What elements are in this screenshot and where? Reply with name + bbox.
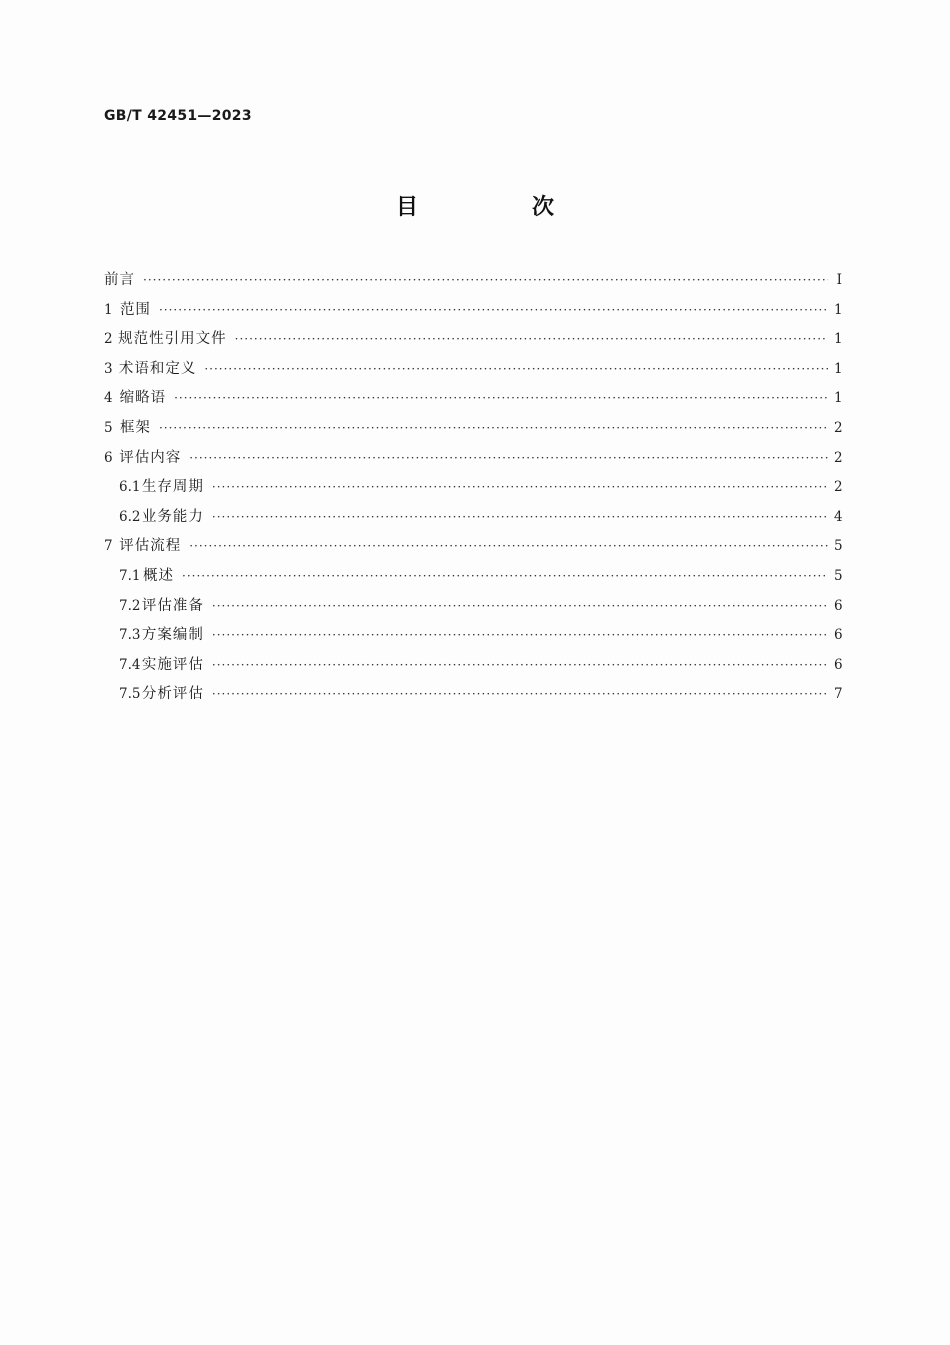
toc-entry-number: 5 xyxy=(104,419,113,436)
toc-entry-page-number: 1 xyxy=(834,390,843,407)
toc-entry-number: 7.2 xyxy=(119,597,141,614)
toc-entry[interactable] xyxy=(104,384,842,414)
toc-entry[interactable] xyxy=(104,651,842,681)
toc-dot-leader xyxy=(212,621,828,651)
toc-dot-leader xyxy=(212,503,828,533)
toc-entry-label: 缩略语 xyxy=(119,390,167,407)
toc-entry[interactable] xyxy=(104,532,842,562)
toc-dot-leader xyxy=(143,266,828,296)
toc-entry-page-number: 2 xyxy=(834,479,843,496)
toc-dot-leader xyxy=(212,651,828,681)
toc-entry[interactable] xyxy=(104,562,842,592)
toc-entry-page-number: 1 xyxy=(834,360,843,377)
toc-entry[interactable] xyxy=(104,296,842,326)
toc-entry[interactable] xyxy=(104,414,842,444)
toc-entry-number: 7.1 xyxy=(119,567,141,584)
toc-dot-leader xyxy=(204,355,828,385)
toc-entry-page-number: 6 xyxy=(834,627,843,644)
toc-dot-leader xyxy=(182,562,828,592)
toc-entry-label: 概述 xyxy=(143,567,174,584)
toc-entry-label: 实施评估 xyxy=(141,656,204,673)
toc-entry[interactable] xyxy=(104,503,842,533)
toc-entry-number: 3 xyxy=(104,360,113,377)
toc-dot-leader xyxy=(212,592,828,622)
toc-entry[interactable] xyxy=(104,355,842,385)
toc-dot-leader xyxy=(235,325,828,355)
toc-entry-label: 框架 xyxy=(119,419,151,436)
toc-entry-page-number: 1 xyxy=(834,331,843,348)
toc-entry-number: 7 xyxy=(104,538,113,555)
toc-entry-label: 分析评估 xyxy=(141,686,204,703)
toc-entry-label: 规范性引用文件 xyxy=(118,331,227,348)
toc-entry-number: 7.3 xyxy=(119,627,141,644)
toc-entry-number: 7.5 xyxy=(119,686,141,703)
toc-entry[interactable] xyxy=(104,325,842,355)
toc-entry-page-number: 2 xyxy=(834,449,843,466)
toc-title: 目 次 xyxy=(395,195,600,220)
toc-dot-leader xyxy=(174,384,828,414)
table-of-contents xyxy=(104,266,842,710)
toc-entry[interactable] xyxy=(104,621,842,651)
toc-entry-number: 6 xyxy=(104,449,113,466)
toc-entry[interactable] xyxy=(104,592,842,622)
toc-entry-number: 6.1 xyxy=(119,479,141,496)
toc-entry[interactable] xyxy=(104,473,842,503)
toc-entry-label: 生存周期 xyxy=(141,479,204,496)
toc-entry-label: 范围 xyxy=(119,301,151,318)
toc-dot-leader xyxy=(212,473,828,503)
toc-entry-label: 评估流程 xyxy=(119,538,182,555)
toc-entry[interactable] xyxy=(104,266,842,296)
toc-entry-number: 7.4 xyxy=(119,656,141,673)
toc-entry-page-number: 6 xyxy=(834,597,843,614)
toc-entry-label: 前言 xyxy=(104,272,135,288)
toc-entry-label: 业务能力 xyxy=(141,508,204,525)
toc-entry-number: 6.2 xyxy=(119,508,141,525)
toc-entry-number: 2 xyxy=(104,331,113,348)
toc-dot-leader xyxy=(159,414,828,444)
toc-entry-page-number: 4 xyxy=(834,508,843,525)
toc-dot-leader xyxy=(212,680,828,710)
toc-entry-label: 方案编制 xyxy=(141,627,204,644)
toc-dot-leader xyxy=(189,532,828,562)
toc-entry-page-number: 5 xyxy=(834,567,843,584)
toc-entry-label: 术语和定义 xyxy=(118,360,197,377)
toc-entry-number: 1 xyxy=(104,301,113,318)
toc-entry-page-number: Ⅰ xyxy=(836,272,842,288)
toc-entry-label: 评估内容 xyxy=(119,449,182,466)
toc-dot-leader xyxy=(159,296,828,326)
toc-entry[interactable] xyxy=(104,444,842,474)
toc-entry-page-number: 1 xyxy=(834,301,843,318)
toc-entry-page-number: 5 xyxy=(834,538,843,555)
toc-entry-page-number: 6 xyxy=(834,656,843,673)
toc-entry-page-number: 7 xyxy=(834,686,843,703)
toc-entry-label: 评估准备 xyxy=(141,597,204,614)
toc-dot-leader xyxy=(189,444,828,474)
standard-code: GB/T 42451—2023 xyxy=(104,108,252,124)
toc-entry[interactable] xyxy=(104,680,842,710)
toc-entry-page-number: 2 xyxy=(834,419,843,436)
toc-entry-number: 4 xyxy=(104,390,113,407)
